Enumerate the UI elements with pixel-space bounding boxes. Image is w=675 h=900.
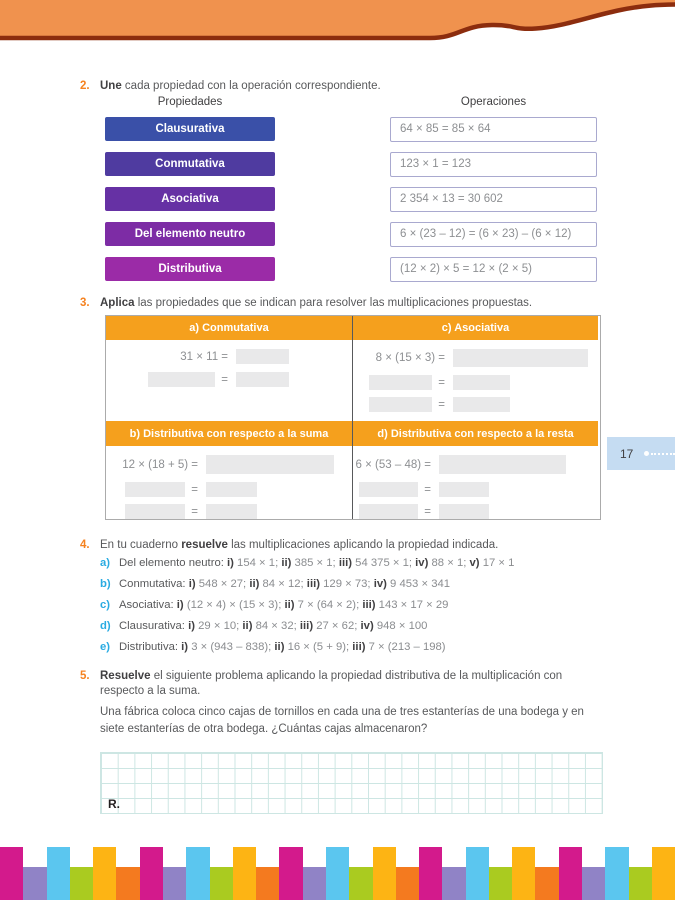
item-letter: e) xyxy=(100,641,111,653)
item-property-label: Asociativa: xyxy=(119,599,174,611)
equals-sign: = xyxy=(438,376,445,389)
exercise4-title: En tu cuaderno resuelve las multiplicaciones aplicando la propiedad indicada. xyxy=(100,539,499,551)
table-cell-c xyxy=(352,340,598,421)
answer-blank[interactable] xyxy=(359,504,418,519)
exercise3-title: Aplica las propiedades que se indican para resolver las multiplicaciones propuestas. xyxy=(100,297,533,309)
exercise4-heading xyxy=(80,538,498,553)
answer-lead xyxy=(116,504,198,519)
header-wave-path xyxy=(0,0,675,38)
exercise5-problem-text: Una fábrica coloca cinco cajas de tornillos en cada una de tres estanterías de una bodega y en siete estanterías de otra bodega. ¿Cuántas cajas almacenaron? xyxy=(100,706,584,735)
item-roman-numeral: ii) xyxy=(271,641,285,653)
item-roman-numeral: i) xyxy=(185,578,196,590)
item-operation: 3 × (943 – 838); xyxy=(188,641,272,653)
equals-sign: = xyxy=(424,483,431,496)
item-roman-numeral: i) xyxy=(184,620,195,632)
item-property-label: Clausurativa: xyxy=(119,620,185,632)
property-button-asociativa[interactable]: Asociativa xyxy=(105,187,275,211)
equals-sign: = xyxy=(191,505,198,518)
item-text xyxy=(119,599,448,612)
answer-blank[interactable] xyxy=(236,349,289,364)
table-header-c: c) Asociativa xyxy=(352,316,598,340)
table-cell-a xyxy=(106,340,352,421)
item-roman-numeral: iv) xyxy=(357,620,374,632)
item-roman-numeral: iii) xyxy=(349,641,366,653)
footer-block xyxy=(70,867,93,900)
footer-block xyxy=(512,847,535,900)
exercise4-number: 4. xyxy=(80,539,90,551)
property-button-clausurativa[interactable]: Clausurativa xyxy=(105,117,275,141)
item-operation: 84 × 12; xyxy=(259,578,304,590)
item-roman-numeral: iii) xyxy=(359,599,376,611)
equals-sign: = xyxy=(424,505,431,518)
answer-blank[interactable] xyxy=(453,375,510,390)
page-number: 17 xyxy=(620,446,634,461)
properties-list xyxy=(105,117,275,292)
expression-lead xyxy=(118,351,228,363)
footer-block xyxy=(373,847,396,900)
answer-line xyxy=(353,504,598,519)
answer-lead xyxy=(367,482,431,497)
item-operation: 548 × 27; xyxy=(195,578,247,590)
item-roman-numeral: iv) xyxy=(412,557,429,569)
item-roman-numeral: iv) xyxy=(370,578,387,590)
exercise3-heading xyxy=(80,296,532,311)
item-operation: 88 × 1; xyxy=(428,557,467,569)
operation-box[interactable]: (12 × 2) × 5 = 12 × (2 × 5) xyxy=(390,257,597,282)
item-roman-numeral: i) xyxy=(173,599,184,611)
item-letter: a) xyxy=(100,557,111,569)
item-roman-numeral: iii) xyxy=(335,557,353,569)
operations-column-header: Operaciones xyxy=(460,96,527,108)
answer-blank[interactable] xyxy=(125,504,185,519)
item-roman-numeral: v) xyxy=(466,557,480,569)
answer-blank[interactable] xyxy=(125,482,185,497)
item-operation: 16 × (5 + 9); xyxy=(284,641,350,653)
answer-blank[interactable] xyxy=(439,482,489,497)
footer-block xyxy=(256,867,279,900)
footer-block xyxy=(652,847,675,900)
item-roman-numeral: iii) xyxy=(296,620,314,632)
equals-sign: = xyxy=(191,483,198,496)
expression-text: 6 × (53 – 48) = xyxy=(355,458,431,471)
expression-text: 12 × (18 + 5) = xyxy=(122,458,198,471)
item-operation: 154 × 1; xyxy=(233,557,279,569)
footer-block xyxy=(140,847,163,900)
footer-block xyxy=(582,867,605,900)
item-property-label: Del elemento neutro: xyxy=(119,557,224,569)
item-operation: 84 × 32; xyxy=(252,620,297,632)
item-text xyxy=(119,578,450,591)
item-letter: c) xyxy=(100,599,111,611)
item-operation: (12 × 4) × (15 × 3); xyxy=(183,599,282,611)
answer-line xyxy=(106,349,352,364)
answer-blank[interactable] xyxy=(453,397,510,412)
expression-text: 8 × (15 × 3) = xyxy=(375,352,445,364)
answer-lead xyxy=(367,504,431,519)
footer-block xyxy=(349,867,372,900)
item-operation: 7 × (64 × 2); xyxy=(294,599,360,611)
answer-line xyxy=(106,372,352,387)
item-operation: 54 375 × 1; xyxy=(352,557,413,569)
exercise5-number: 5. xyxy=(80,670,90,682)
item-letter: b) xyxy=(100,578,111,590)
footer-block xyxy=(233,847,256,900)
footer-block xyxy=(489,867,512,900)
answer-line xyxy=(353,349,598,367)
exercise2-heading xyxy=(80,79,381,94)
item-property-label: Conmutativa: xyxy=(119,578,186,590)
equals-sign: = xyxy=(221,373,228,386)
table-cell-b xyxy=(106,446,352,519)
tab-dot-icon xyxy=(644,451,649,456)
answer-blank[interactable] xyxy=(359,482,418,497)
answer-lead xyxy=(373,397,445,412)
exercise2-number: 2. xyxy=(80,80,90,92)
answer-lead xyxy=(373,375,445,390)
answer-grid-area[interactable] xyxy=(100,752,603,814)
footer-block xyxy=(210,867,233,900)
item-operation: 129 × 73; xyxy=(320,578,371,590)
answer-blank[interactable] xyxy=(206,482,257,497)
item-roman-numeral: iii) xyxy=(303,578,320,590)
footer-block xyxy=(303,867,326,900)
footer-block xyxy=(442,867,465,900)
operation-box[interactable]: 2 354 × 13 = 30 602 xyxy=(390,187,597,212)
answer-line xyxy=(106,504,352,519)
footer-color-blocks xyxy=(0,847,675,900)
item-text xyxy=(119,641,446,654)
header-wave-decoration xyxy=(0,0,675,50)
footer-block xyxy=(535,867,558,900)
footer-block xyxy=(605,847,628,900)
footer-block xyxy=(559,847,582,900)
footer-block xyxy=(186,847,209,900)
page-number-tab xyxy=(607,437,675,470)
item-text xyxy=(119,620,427,633)
footer-block xyxy=(47,847,70,900)
answer-blank[interactable] xyxy=(453,349,588,367)
exercise4-item xyxy=(100,557,625,570)
properties-column-header: Propiedades xyxy=(157,96,223,108)
answer-blank[interactable] xyxy=(369,375,432,390)
answer-line xyxy=(106,455,352,474)
expression-text: 31 × 11 = xyxy=(180,350,228,363)
answer-label: R. xyxy=(108,797,120,811)
footer-block xyxy=(279,847,302,900)
answer-line xyxy=(106,482,352,497)
item-operation: 9 453 × 341 xyxy=(386,578,451,590)
footer-block xyxy=(326,847,349,900)
property-button-conmutativa[interactable]: Conmutativa xyxy=(105,152,275,176)
exercise4-item xyxy=(100,620,625,633)
tab-dotted-line xyxy=(651,453,675,455)
property-button-del-elemento-neutro[interactable]: Del elemento neutro xyxy=(105,222,275,246)
answer-blank[interactable] xyxy=(148,372,215,387)
item-roman-numeral: ii) xyxy=(278,557,292,569)
item-text xyxy=(119,557,514,570)
exercise4-item xyxy=(100,578,625,591)
exercise4-item xyxy=(100,599,625,612)
item-operation: 29 × 10; xyxy=(194,620,240,632)
footer-block xyxy=(419,847,442,900)
item-operation: 27 × 62; xyxy=(313,620,358,632)
footer-block xyxy=(0,847,23,900)
answer-line xyxy=(353,375,598,390)
answer-blank[interactable] xyxy=(439,504,489,519)
equals-sign: = xyxy=(438,398,445,411)
exercise4-item xyxy=(100,641,625,654)
answer-line xyxy=(353,482,598,497)
expression-lead xyxy=(116,459,198,471)
item-roman-numeral: i) xyxy=(223,557,234,569)
answer-blank[interactable] xyxy=(206,455,334,474)
operations-list xyxy=(390,117,597,292)
exercise2-title: Une cada propiedad con la operación correspondiente. xyxy=(100,80,381,92)
answer-line xyxy=(353,455,598,474)
footer-block xyxy=(466,847,489,900)
operation-box[interactable]: 123 × 1 = 123 xyxy=(390,152,597,177)
footer-block xyxy=(116,867,139,900)
exercise3-number: 3. xyxy=(80,297,90,309)
exercise5-title: Resuelve el siguiente problema aplicando la propiedad distributiva de la multiplicación con respecto a la suma. xyxy=(100,670,563,697)
operation-box[interactable]: 64 × 85 = 85 × 64 xyxy=(390,117,597,142)
exercise5-heading xyxy=(80,669,605,699)
item-operation: 143 × 17 × 29 xyxy=(375,599,449,611)
item-operation: 17 × 1 xyxy=(479,557,515,569)
footer-block xyxy=(396,867,419,900)
item-operation: 7 × (213 – 198) xyxy=(365,641,446,653)
item-roman-numeral: ii) xyxy=(239,620,253,632)
answer-lead xyxy=(116,482,198,497)
item-operation: 948 × 100 xyxy=(373,620,428,632)
item-property-label: Distributiva: xyxy=(119,641,179,653)
answer-blank[interactable] xyxy=(439,455,566,474)
item-letter: d) xyxy=(100,620,111,632)
answer-lead xyxy=(118,372,228,387)
expression-lead xyxy=(373,352,445,364)
answer-blank[interactable] xyxy=(236,372,289,387)
item-roman-numeral: i) xyxy=(178,641,189,653)
item-roman-numeral: ii) xyxy=(246,578,260,590)
answer-blank[interactable] xyxy=(369,397,432,412)
property-button-distributiva[interactable]: Distributiva xyxy=(105,257,275,281)
item-operation: 385 × 1; xyxy=(291,557,336,569)
item-roman-numeral: ii) xyxy=(281,599,295,611)
table-cell-d xyxy=(352,446,598,519)
footer-block xyxy=(93,847,116,900)
table-header-b: b) Distributiva con respecto a la suma xyxy=(106,421,352,446)
expression-lead xyxy=(355,458,431,471)
footer-block xyxy=(163,867,186,900)
footer-block xyxy=(23,867,46,900)
table-header-d: d) Distributiva con respecto a la resta xyxy=(352,421,598,446)
table-header-a: a) Conmutativa xyxy=(106,316,352,340)
exercise3-table xyxy=(105,315,601,520)
answer-line xyxy=(353,397,598,412)
operation-box[interactable]: 6 × (23 – 12) = (6 × 23) – (6 × 12) xyxy=(390,222,597,247)
answer-blank[interactable] xyxy=(206,504,257,519)
exercise4-item-list xyxy=(100,557,625,662)
footer-block xyxy=(629,867,652,900)
